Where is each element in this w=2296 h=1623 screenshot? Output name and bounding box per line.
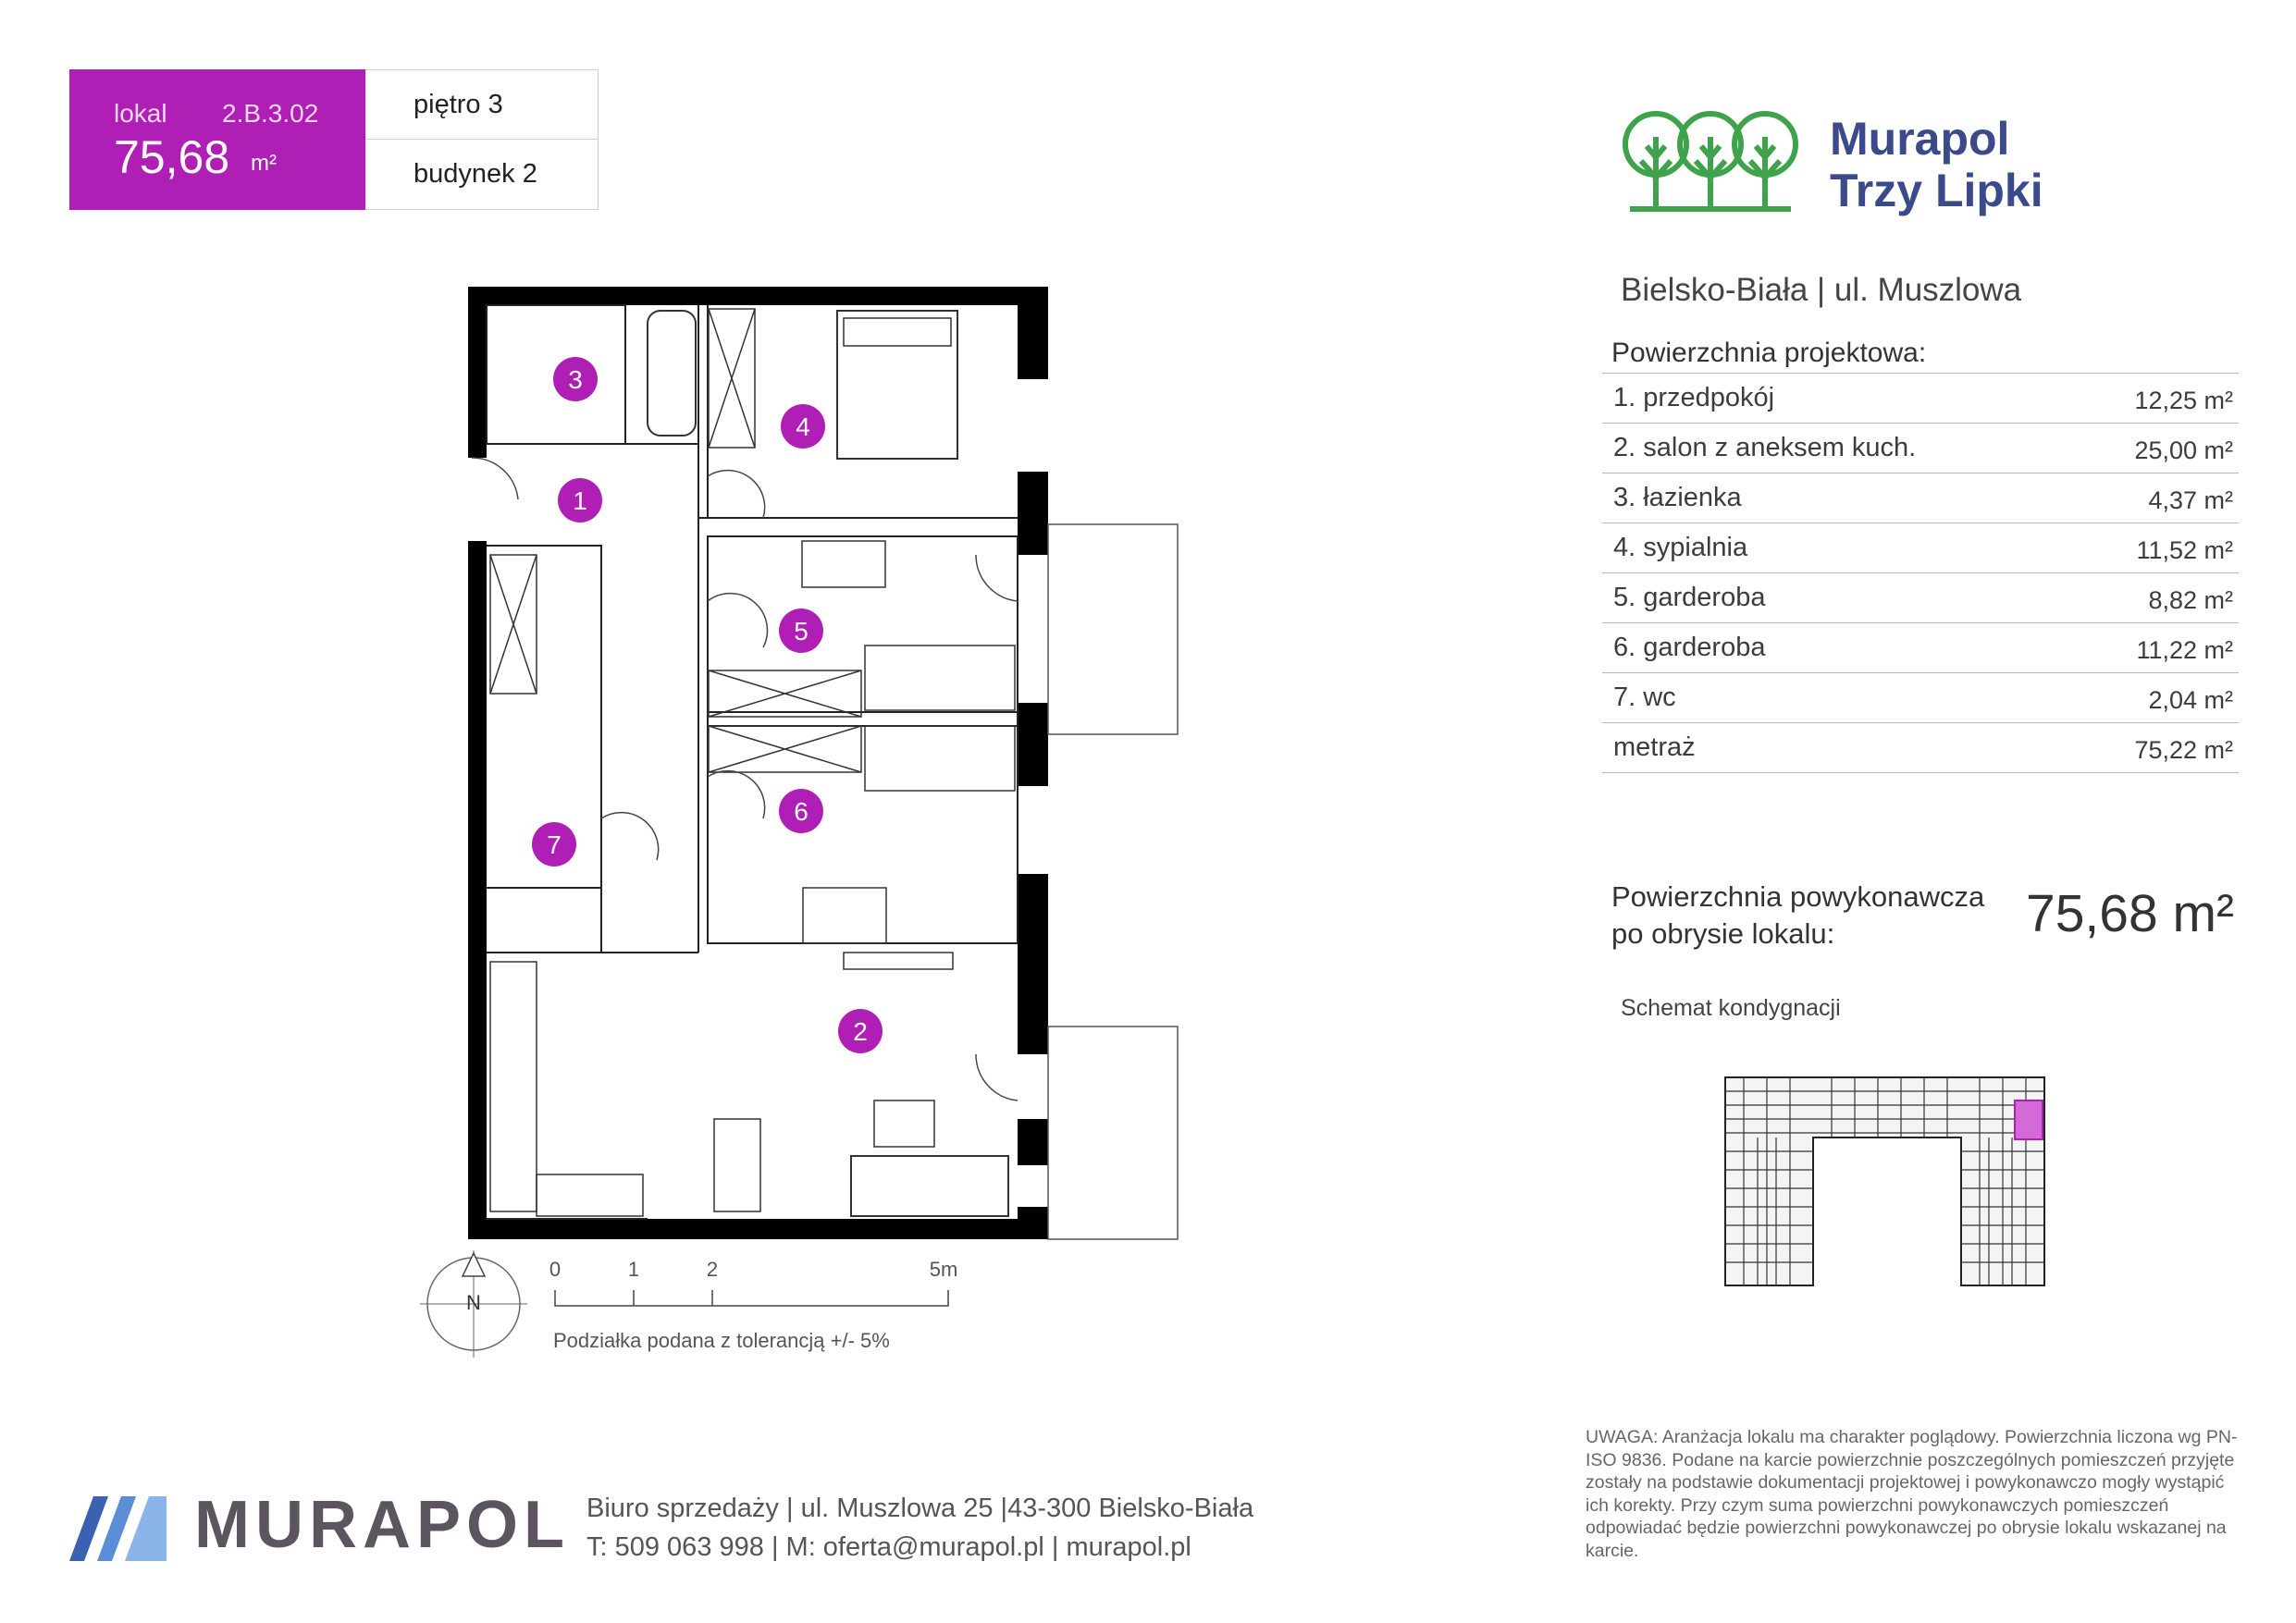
room-marker-5 xyxy=(779,609,823,653)
area-table-heading: Powierzchnia projektowa: xyxy=(1611,338,1927,368)
room-area: 11,52 m² xyxy=(2136,536,2233,564)
scale-tick: 1 xyxy=(627,1258,640,1281)
svg-text:3: 3 xyxy=(568,365,583,394)
room-marker-6 xyxy=(779,789,823,833)
brand-name-line2: Trzy Lipki xyxy=(1830,165,2043,216)
as-built-area-value: 75,68 m² xyxy=(2026,884,2234,943)
room-marker-7 xyxy=(532,822,576,867)
room-area: 12,25 m² xyxy=(2134,387,2233,414)
floor-scheme-label: Schemat kondygnacji xyxy=(1621,995,1841,1021)
company-name: MURAPOL xyxy=(194,1488,570,1562)
table-row-total xyxy=(1602,722,2239,773)
lokal-label: lokal xyxy=(114,99,167,128)
floor-scheme-map xyxy=(1721,1073,2049,1290)
room-area: 8,82 m² xyxy=(2148,586,2233,614)
room-name: 5. garderoba xyxy=(1613,583,1766,612)
table-row xyxy=(1602,473,2239,523)
svg-text:N: N xyxy=(466,1291,481,1314)
disclaimer-notice: UWAGA: Aranżacja lokalu ma charakter poglądowy. Powierzchnia liczona wg PN-ISO 9836. Podane na karcie powierzchnie poszczególnych pomieszczeń przyjęte zostały na podstawie dokumentacji projektowej i powykonawczo mogły wystąpić ich korekty. Przy czym suma powierzchni powykonawczych pomieszczeń odpowiadać będzie powierzchni powykonawczej po obrysie lokalu wskazanej na karcie. xyxy=(1586,1427,2238,1561)
table-row xyxy=(1602,373,2239,423)
room-area: 11,22 m² xyxy=(2136,636,2233,664)
scale-bar xyxy=(549,1258,957,1306)
desk-icon xyxy=(803,888,886,943)
room-name: 6. garderoba xyxy=(1613,633,1766,662)
table-row xyxy=(1602,423,2239,473)
total-area: 75,22 m² xyxy=(2134,736,2233,764)
kitchen-counter-icon xyxy=(490,962,537,1211)
scale-tick: 2 xyxy=(706,1258,719,1281)
dining-table-icon xyxy=(714,1119,760,1211)
brand-name-line1: Murapol xyxy=(1830,113,2010,165)
svg-text:7: 7 xyxy=(547,830,562,859)
unit-location-box xyxy=(365,69,599,210)
table-row xyxy=(1602,622,2239,672)
svg-text:2: 2 xyxy=(853,1017,868,1046)
area-table xyxy=(1602,373,2239,773)
room-name: 1. przedpokój xyxy=(1613,383,1775,412)
table-row xyxy=(1602,672,2239,722)
murapol-logo-icon xyxy=(69,1496,167,1561)
room-marker-2 xyxy=(838,1009,883,1053)
room-area: 4,37 m² xyxy=(2148,486,2233,514)
scale-tick: 5m xyxy=(929,1258,958,1281)
scale-tick: 0 xyxy=(549,1258,562,1281)
as-built-area-label xyxy=(1611,879,1984,953)
unit-highlight xyxy=(2015,1100,2043,1139)
table-row xyxy=(1602,523,2239,572)
office-contact: T: 509 063 998 | M: oferta@murapol.pl | murapol.pl xyxy=(586,1532,1191,1562)
room-marker-4 xyxy=(781,404,825,449)
svg-text:1: 1 xyxy=(573,486,587,515)
as-built-label-line1: Powierzchnia powykonawcza xyxy=(1611,880,1985,913)
floor-plan xyxy=(407,277,1240,1314)
room-name: 4. sypialnia xyxy=(1613,533,1748,562)
desk-icon xyxy=(802,541,885,587)
svg-text:4: 4 xyxy=(796,412,810,441)
as-built-label-line2: po obrysie lokalu: xyxy=(1611,917,1835,950)
three-trees-logo-icon xyxy=(1621,100,1801,215)
balcony xyxy=(1048,524,1178,734)
sales-office-info xyxy=(586,1489,1253,1567)
scale-tolerance-note: Podziałka podana z tolerancją +/- 5% xyxy=(553,1329,890,1352)
total-label: metraż xyxy=(1613,732,1696,762)
floor-label: piętro 3 xyxy=(365,70,598,140)
balcony xyxy=(1048,1027,1178,1239)
room-marker-1 xyxy=(558,478,602,523)
room-area: 2,04 m² xyxy=(2148,686,2233,714)
building-label: budynek 2 xyxy=(414,159,537,189)
office-address: Biuro sprzedaży | ul. Muszlowa 25 |43-300 Bielsko-Biała xyxy=(586,1494,1254,1523)
unit-area: 75,68 xyxy=(114,131,230,183)
walls xyxy=(468,287,1048,1239)
lokal-code: 2.B.3.02 xyxy=(222,99,319,128)
location-label: Bielsko-Biała | ul. Muszlowa xyxy=(1621,272,2022,308)
north-arrow-icon xyxy=(420,1250,527,1358)
bed-icon xyxy=(837,311,957,459)
sofa-icon xyxy=(851,1156,1008,1216)
unit-area-unit: m² xyxy=(251,151,277,176)
room-name: 2. salon z aneksem kuch. xyxy=(1613,433,1917,462)
unit-summary-box xyxy=(69,69,365,210)
svg-text:6: 6 xyxy=(794,797,809,826)
room-marker-3 xyxy=(553,357,598,401)
room-name: 7. wc xyxy=(1613,682,1676,712)
svg-text:5: 5 xyxy=(794,617,809,646)
room-name: 3. łazienka xyxy=(1613,483,1742,512)
table-row xyxy=(1602,572,2239,622)
bathtub-icon xyxy=(648,311,696,436)
room-area: 25,00 m² xyxy=(2134,436,2233,464)
brand-title xyxy=(1830,113,2043,216)
